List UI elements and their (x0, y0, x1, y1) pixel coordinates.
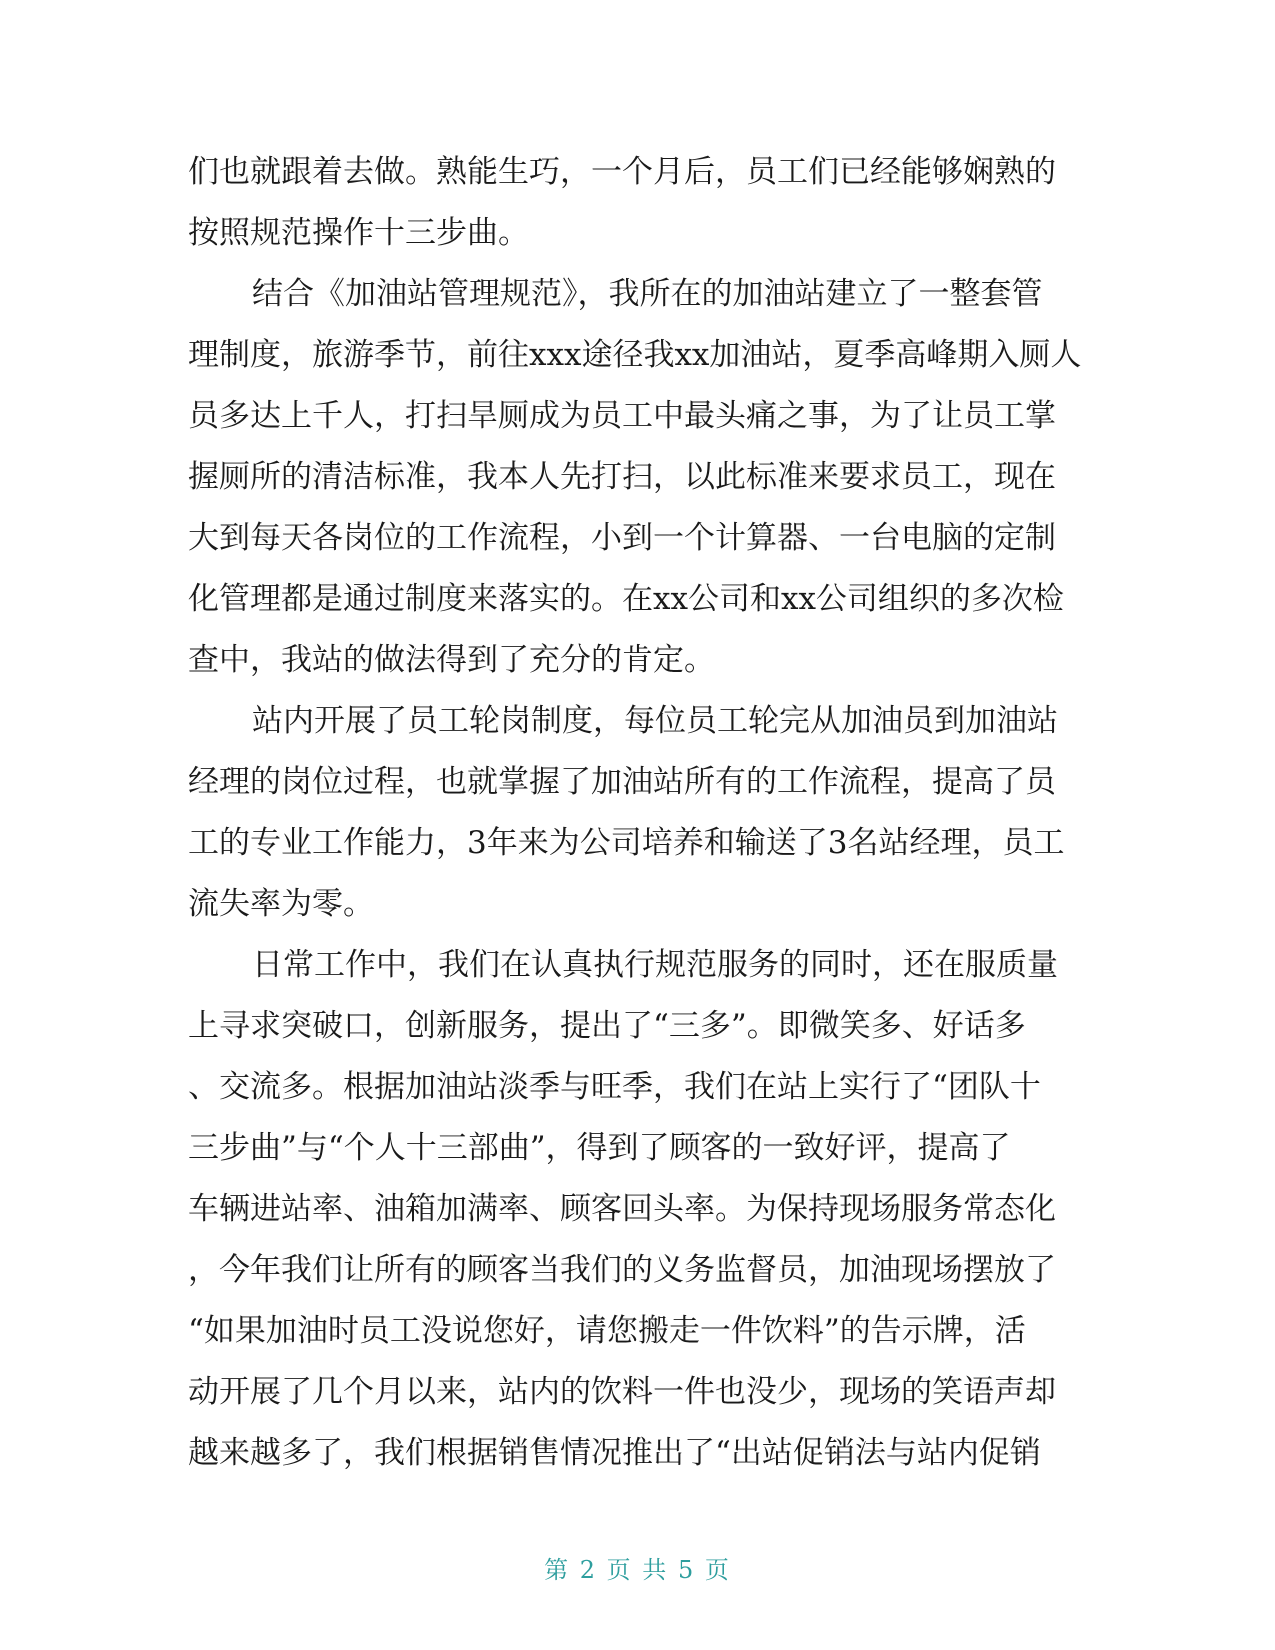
text-line: “如果加油时员工没说您好，请您搬走一件饮料”的告示牌，活 (188, 1313, 1026, 1349)
text-line: 结合《加油站管理规范》，我所在的加油站建立了一整套管 (252, 276, 1043, 312)
text-line: 车辆进站率、油箱加满率、顾客回头率。为保持现场服务常态化 (188, 1191, 1056, 1227)
text-line: 们也就跟着去做。熟能生巧，一个月后，员工们已经能够娴熟的 (188, 154, 1056, 190)
text-line: 、交流多。根据加油站淡季与旺季，我们在站上实行了“团队十 (188, 1069, 1041, 1105)
text-line: 查中，我站的做法得到了充分的肯定。 (188, 642, 715, 678)
text-line: 越来越多了，我们根据销售情况推出了“出站促销法与站内促销 (188, 1435, 1041, 1471)
text-line: 上寻求突破口，创新服务，提出了“三多”。即微笑多、好话多 (188, 1008, 1026, 1044)
text-line: 理制度，旅游季节，前往xxx途径我xx加油站，夏季高峰期入厕人 (188, 337, 1082, 373)
text-line: 站内开展了员工轮岗制度，每位员工轮完从加油员到加油站 (252, 703, 1058, 739)
text-line: 员多达上千人，打扫旱厕成为员工中最头痛之事，为了让员工掌 (188, 398, 1056, 434)
text-line: ，今年我们让所有的顾客当我们的义务监督员，加油现场摆放了 (188, 1252, 1056, 1288)
text-line: 动开展了几个月以来，站内的饮料一件也没少，现场的笑语声却 (188, 1374, 1056, 1410)
body-text (188, 142, 1082, 1484)
text-line: 大到每天各岗位的工作流程，小到一个计算器、一台电脑的定制 (188, 520, 1056, 556)
text-line: 流失率为零。 (188, 886, 374, 922)
text-line: 三步曲”与“个人十三部曲”，得到了顾客的一致好评，提高了 (188, 1130, 1011, 1166)
text-line: 化管理都是通过制度来落实的。在xx公司和xx公司组织的多次检 (188, 581, 1064, 617)
text-line: 按照规范操作十三步曲。 (188, 215, 529, 251)
text-line: 日常工作中，我们在认真执行规范服务的同时，还在服质量 (252, 947, 1058, 983)
text-line: 工的专业工作能力，3年来为公司培养和输送了3名站经理，员工 (188, 825, 1065, 861)
text-line: 经理的岗位过程，也就掌握了加油站所有的工作流程，提高了员 (188, 764, 1056, 800)
page-number-footer: 第 2 页 共 5 页 (544, 1556, 731, 1584)
text-line: 握厕所的清洁标准，我本人先打扫，以此标准来要求员工，现在 (188, 459, 1056, 495)
